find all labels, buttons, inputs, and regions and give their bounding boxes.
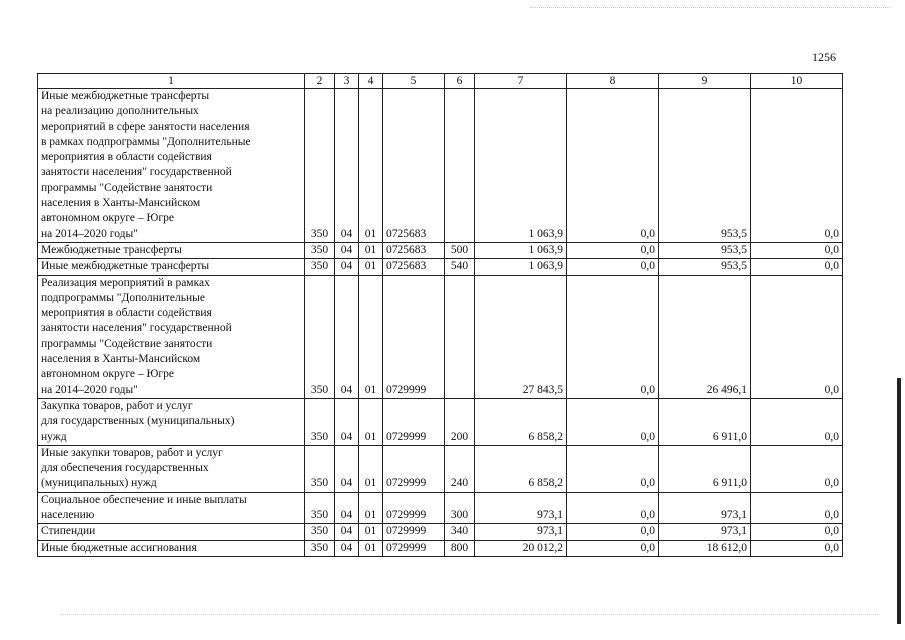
table-row [38,540,843,556]
cell-amount-10: 0,0 [751,524,843,540]
cell-amount-7: 973,1 [475,492,567,524]
cell-amount-8: 0,0 [567,540,659,556]
cell-amount-8: 0,0 [567,275,659,398]
cell-subsection: 01 [359,492,383,524]
cell-section: 04 [335,259,359,275]
cell-subsection: 01 [359,259,383,275]
cell-amount-7: 6 858,2 [475,398,567,445]
cell-section: 04 [335,445,359,492]
cell-amount-7: 1 063,9 [475,242,567,258]
budget-table [37,73,843,557]
cell-section: 04 [335,275,359,398]
column-header: 4 [359,74,383,89]
column-header: 6 [445,74,475,89]
row-name: Стипендии [38,524,305,540]
cell-amount-10: 0,0 [751,89,843,243]
cell-target-article: 0729999 [383,275,445,398]
cell-amount-7: 27 843,5 [475,275,567,398]
column-header: 10 [751,74,843,89]
cell-amount-9: 18 612,0 [659,540,751,556]
scan-artifact-top [530,7,890,8]
cell-amount-7: 6 858,2 [475,445,567,492]
column-header: 3 [335,74,359,89]
cell-admin-code: 350 [305,275,335,398]
cell-admin-code: 350 [305,259,335,275]
cell-amount-8: 0,0 [567,242,659,258]
cell-admin-code: 350 [305,524,335,540]
cell-section: 04 [335,242,359,258]
column-header: 2 [305,74,335,89]
cell-expense-type: 540 [445,259,475,275]
cell-expense-type: 800 [445,540,475,556]
cell-section: 04 [335,398,359,445]
cell-target-article: 0729999 [383,398,445,445]
row-name: Социальное обеспечение и иные выплаты населению [38,492,305,524]
cell-target-article: 0729999 [383,492,445,524]
cell-amount-10: 0,0 [751,259,843,275]
cell-section: 04 [335,524,359,540]
cell-section: 04 [335,89,359,243]
table-row [38,259,843,275]
cell-amount-9: 953,5 [659,242,751,258]
cell-amount-7: 20 012,2 [475,540,567,556]
scan-edge-bar [897,378,901,624]
column-header: 1 [38,74,305,89]
cell-subsection: 01 [359,540,383,556]
cell-expense-type: 500 [445,242,475,258]
cell-amount-9: 973,1 [659,524,751,540]
cell-amount-8: 0,0 [567,445,659,492]
column-header: 8 [567,74,659,89]
cell-amount-7: 1 063,9 [475,259,567,275]
cell-amount-10: 0,0 [751,445,843,492]
cell-amount-10: 0,0 [751,398,843,445]
row-name: Иные межбюджетные трансферты на реализацию дополнительных мероприятий в сфере занятости населения в рамках подпрограммы "Дополнительные мероприятия в области содействия занятости населения" государственной программы "Содействие занятости населения в Ханты-Мансийском автономном округе – Югре на 2014–2020 годы" [38,89,305,243]
cell-target-article: 0729999 [383,445,445,492]
row-name: Иные межбюджетные трансферты [38,259,305,275]
cell-section: 04 [335,540,359,556]
page-number: 1256 [812,50,836,64]
row-name: Иные бюджетные ассигнования [38,540,305,556]
column-header: 9 [659,74,751,89]
cell-target-article: 0729999 [383,524,445,540]
cell-amount-10: 0,0 [751,275,843,398]
cell-amount-7: 1 063,9 [475,89,567,243]
cell-subsection: 01 [359,275,383,398]
cell-admin-code: 350 [305,89,335,243]
cell-subsection: 01 [359,89,383,243]
cell-expense-type: 300 [445,492,475,524]
cell-amount-8: 0,0 [567,259,659,275]
cell-section: 04 [335,492,359,524]
cell-expense-type: 240 [445,445,475,492]
row-name: Реализация мероприятий в рамках подпрограммы "Дополнительные мероприятия в области содействия занятости населения" государственной программы "Содействие занятости населения в Ханты-Мансийском автономном округе – Югре на 2014–2020 годы" [38,275,305,398]
cell-admin-code: 350 [305,540,335,556]
cell-target-article: 0729999 [383,540,445,556]
table-row [38,524,843,540]
cell-subsection: 01 [359,524,383,540]
cell-admin-code: 350 [305,492,335,524]
cell-expense-type [445,275,475,398]
scan-artifact-bottom [60,614,880,615]
cell-admin-code: 350 [305,242,335,258]
cell-amount-9: 973,1 [659,492,751,524]
cell-expense-type: 340 [445,524,475,540]
cell-subsection: 01 [359,242,383,258]
cell-admin-code: 350 [305,398,335,445]
cell-amount-9: 6 911,0 [659,445,751,492]
cell-amount-8: 0,0 [567,492,659,524]
cell-amount-9: 953,5 [659,89,751,243]
cell-expense-type [445,89,475,243]
cell-subsection: 01 [359,398,383,445]
cell-amount-9: 6 911,0 [659,398,751,445]
row-name: Иные закупки товаров, работ и услуг для обеспечения государственных (муниципальных) нужд [38,445,305,492]
table-row [38,242,843,258]
cell-target-article: 0725683 [383,89,445,243]
table-row [38,89,843,243]
table-row [38,398,843,445]
cell-amount-8: 0,0 [567,89,659,243]
row-name: Закупка товаров, работ и услуг для государственных (муниципальных) нужд [38,398,305,445]
cell-target-article: 0725683 [383,242,445,258]
cell-amount-9: 953,5 [659,259,751,275]
table-row [38,275,843,398]
cell-amount-10: 0,0 [751,492,843,524]
cell-amount-7: 973,1 [475,524,567,540]
cell-target-article: 0725683 [383,259,445,275]
cell-expense-type: 200 [445,398,475,445]
cell-amount-9: 26 496,1 [659,275,751,398]
cell-amount-8: 0,0 [567,524,659,540]
table-row [38,445,843,492]
table-row [38,492,843,524]
cell-amount-10: 0,0 [751,242,843,258]
cell-subsection: 01 [359,445,383,492]
cell-amount-8: 0,0 [567,398,659,445]
column-header: 5 [383,74,445,89]
table-header-row [38,74,843,89]
cell-amount-10: 0,0 [751,540,843,556]
column-header: 7 [475,74,567,89]
row-name: Межбюджетные трансферты [38,242,305,258]
cell-admin-code: 350 [305,445,335,492]
